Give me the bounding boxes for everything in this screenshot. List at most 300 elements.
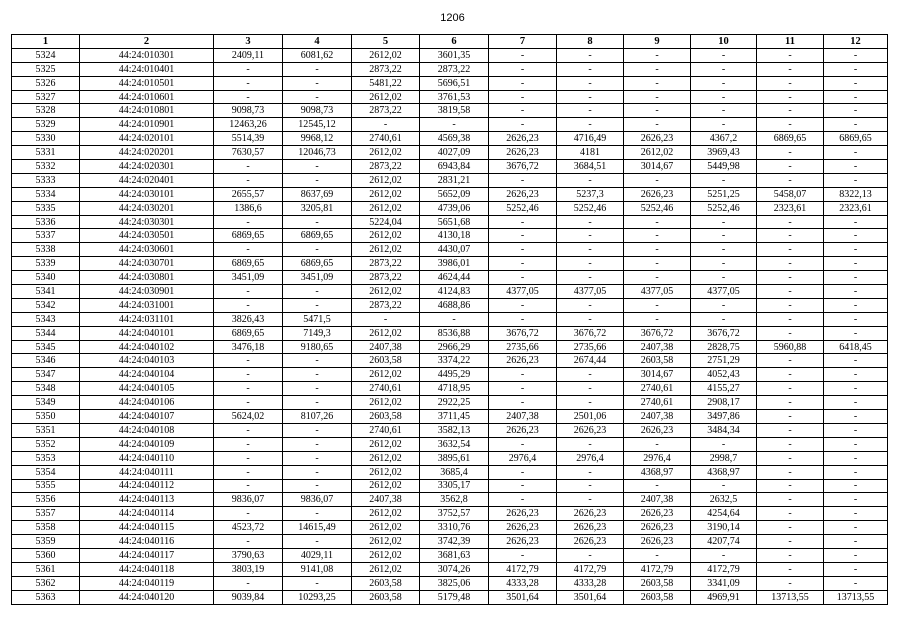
data-table	[11, 34, 888, 605]
table-cell-col-11: -	[757, 243, 824, 257]
table-cell-col-7: 4172,79	[489, 562, 557, 576]
table-cell-col-1: 5330	[12, 132, 80, 146]
table-cell-col-9: 2603,58	[624, 354, 691, 368]
table-cell-col-9: -	[624, 215, 691, 229]
table-row	[12, 576, 888, 590]
table-cell-col-5: 5224,04	[352, 215, 420, 229]
table-cell-col-4: -	[283, 437, 352, 451]
table-cell-col-6: 3761,53	[420, 90, 489, 104]
table-cell-col-2: 44:24:040107	[80, 410, 214, 424]
table-row	[12, 451, 888, 465]
table-cell-col-9: -	[624, 90, 691, 104]
table-cell-col-4: -	[283, 465, 352, 479]
table-cell-col-5: 2407,38	[352, 493, 420, 507]
table-cell-col-11: -	[757, 48, 824, 62]
page-number: 1206	[440, 12, 465, 24]
table-cell-col-4: -	[283, 90, 352, 104]
table-cell-col-12: -	[824, 90, 888, 104]
table-cell-col-11: -	[757, 62, 824, 76]
table-cell-col-12: -	[824, 271, 888, 285]
table-cell-col-3: 3826,43	[214, 312, 283, 326]
table-cell-col-2: 44:24:040114	[80, 507, 214, 521]
table-cell-col-2: 44:24:010801	[80, 104, 214, 118]
table-cell-col-10: -	[691, 76, 757, 90]
table-cell-col-5: 2612,02	[352, 146, 420, 160]
table-cell-col-5: -	[352, 312, 420, 326]
table-row	[12, 48, 888, 62]
table-cell-col-5: 2612,02	[352, 521, 420, 535]
table-cell-col-3: -	[214, 285, 283, 299]
table-cell-col-7: -	[489, 104, 557, 118]
table-cell-col-4: -	[283, 396, 352, 410]
table-cell-col-5: 2612,02	[352, 465, 420, 479]
table-row	[12, 493, 888, 507]
table-cell-col-4: -	[283, 451, 352, 465]
table-cell-col-7: 2626,23	[489, 535, 557, 549]
table-cell-col-12: -	[824, 326, 888, 340]
table-cell-col-12: 13713,55	[824, 590, 888, 604]
table-cell-col-5: 2612,02	[352, 451, 420, 465]
table-cell-col-12: -	[824, 451, 888, 465]
table-cell-col-1: 5362	[12, 576, 80, 590]
table-cell-col-11: -	[757, 354, 824, 368]
table-cell-col-3: -	[214, 576, 283, 590]
table-cell-col-8: 2976,4	[557, 451, 624, 465]
table-cell-col-3: 6869,65	[214, 229, 283, 243]
table-cell-col-9: 2976,4	[624, 451, 691, 465]
table-cell-col-12: -	[824, 548, 888, 562]
table-cell-col-7: -	[489, 382, 557, 396]
table-cell-col-3: -	[214, 423, 283, 437]
table-cell-col-7: -	[489, 48, 557, 62]
table-cell-col-2: 44:24:030701	[80, 257, 214, 271]
table-cell-col-3: -	[214, 76, 283, 90]
table-cell-col-3: 4523,72	[214, 521, 283, 535]
table-cell-col-12: -	[824, 298, 888, 312]
table-cell-col-5: 2612,02	[352, 548, 420, 562]
table-cell-col-12: -	[824, 243, 888, 257]
table-cell-col-10: 3497,86	[691, 410, 757, 424]
table-row	[12, 146, 888, 160]
table-cell-col-2: 44:24:040106	[80, 396, 214, 410]
table-cell-col-8: -	[557, 215, 624, 229]
table-cell-col-10: -	[691, 437, 757, 451]
table-cell-col-11: -	[757, 104, 824, 118]
table-row	[12, 132, 888, 146]
table-cell-col-8: 2626,23	[557, 535, 624, 549]
table-cell-col-9: 5252,46	[624, 201, 691, 215]
table-cell-col-1: 5344	[12, 326, 80, 340]
table-header	[12, 35, 888, 49]
table-row	[12, 229, 888, 243]
table-cell-col-11: -	[757, 160, 824, 174]
table-cell-col-11: -	[757, 271, 824, 285]
table-cell-col-10: 5449,98	[691, 160, 757, 174]
table-cell-col-8: -	[557, 173, 624, 187]
table-cell-col-10: -	[691, 62, 757, 76]
table-cell-col-5: 2603,58	[352, 576, 420, 590]
table-cell-col-11: -	[757, 368, 824, 382]
table-cell-col-8: 3501,64	[557, 590, 624, 604]
table-cell-col-7: 4377,05	[489, 285, 557, 299]
table-cell-col-12: -	[824, 396, 888, 410]
table-cell-col-5: 2603,58	[352, 590, 420, 604]
table-cell-col-6: 3310,76	[420, 521, 489, 535]
table-cell-col-5: 2612,02	[352, 90, 420, 104]
table-cell-col-3: -	[214, 298, 283, 312]
table-cell-col-12: -	[824, 423, 888, 437]
table-cell-col-4: 9180,65	[283, 340, 352, 354]
table-cell-col-6: 3819,58	[420, 104, 489, 118]
table-cell-col-7: -	[489, 243, 557, 257]
table-cell-col-6: 3742,39	[420, 535, 489, 549]
table-cell-col-6: 6943,84	[420, 160, 489, 174]
table-cell-col-10: -	[691, 48, 757, 62]
table-cell-col-8: -	[557, 48, 624, 62]
table-cell-col-7: -	[489, 215, 557, 229]
table-cell-col-2: 44:24:030901	[80, 285, 214, 299]
table-cell-col-9: 4368,97	[624, 465, 691, 479]
table-cell-col-2: 44:24:040109	[80, 437, 214, 451]
table-cell-col-12: -	[824, 160, 888, 174]
table-row	[12, 285, 888, 299]
table-cell-col-6: 3895,61	[420, 451, 489, 465]
table-cell-col-9: -	[624, 173, 691, 187]
table-cell-col-1: 5359	[12, 535, 80, 549]
table-cell-col-12: -	[824, 76, 888, 90]
table-cell-col-6: 3711,45	[420, 410, 489, 424]
table-cell-col-7: -	[489, 479, 557, 493]
table-cell-col-1: 5346	[12, 354, 80, 368]
table-cell-col-9: -	[624, 118, 691, 132]
table-cell-col-4: -	[283, 298, 352, 312]
table-cell-col-5: 2873,22	[352, 160, 420, 174]
table-cell-col-4: 6869,65	[283, 257, 352, 271]
table-cell-col-7: -	[489, 465, 557, 479]
table-row	[12, 187, 888, 201]
table-cell-col-6: 4124,83	[420, 285, 489, 299]
table-cell-col-12: -	[824, 382, 888, 396]
table-cell-col-2: 44:24:040119	[80, 576, 214, 590]
table-cell-col-9: -	[624, 271, 691, 285]
table-cell-col-7: -	[489, 229, 557, 243]
table-cell-col-2: 44:24:040115	[80, 521, 214, 535]
table-cell-col-10: -	[691, 271, 757, 285]
table-cell-col-4: -	[283, 215, 352, 229]
table-cell-col-5: 2407,38	[352, 340, 420, 354]
table-cell-col-1: 5334	[12, 187, 80, 201]
table-cell-col-7: -	[489, 257, 557, 271]
table-cell-col-4: 9098,73	[283, 104, 352, 118]
table-row	[12, 521, 888, 535]
table-cell-col-1: 5324	[12, 48, 80, 62]
table-cell-col-11: -	[757, 118, 824, 132]
table-cell-col-3: -	[214, 479, 283, 493]
table-cell-col-12: -	[824, 354, 888, 368]
table-cell-col-3: 3790,63	[214, 548, 283, 562]
table-cell-col-3: 3451,09	[214, 271, 283, 285]
table-cell-col-3: -	[214, 437, 283, 451]
table-cell-col-9: 2626,23	[624, 132, 691, 146]
table-cell-col-9: -	[624, 62, 691, 76]
table-cell-col-2: 44:24:040103	[80, 354, 214, 368]
table-cell-col-11: -	[757, 285, 824, 299]
table-cell-col-8: -	[557, 298, 624, 312]
table-cell-col-12: -	[824, 410, 888, 424]
table-cell-col-11: 5960,88	[757, 340, 824, 354]
table-cell-col-7: 3501,64	[489, 590, 557, 604]
table-cell-col-10: 5252,46	[691, 201, 757, 215]
table-cell-col-4: -	[283, 243, 352, 257]
table-cell-col-4: -	[283, 535, 352, 549]
table-cell-col-4: -	[283, 479, 352, 493]
table-cell-col-1: 5354	[12, 465, 80, 479]
table-cell-col-9: 3014,67	[624, 160, 691, 174]
table-cell-col-2: 44:24:040101	[80, 326, 214, 340]
table-cell-col-9: 2626,23	[624, 535, 691, 549]
table-cell-col-12: -	[824, 437, 888, 451]
table-cell-col-2: 44:24:040116	[80, 535, 214, 549]
column-header-6: 6	[420, 35, 489, 49]
table-cell-col-11: -	[757, 576, 824, 590]
table-cell-col-1: 5342	[12, 298, 80, 312]
table-cell-col-1: 5338	[12, 243, 80, 257]
table-cell-col-7: -	[489, 90, 557, 104]
header-row	[12, 35, 888, 49]
table-cell-col-10: 3341,09	[691, 576, 757, 590]
table-cell-col-8: 4377,05	[557, 285, 624, 299]
column-header-9: 9	[624, 35, 691, 49]
table-cell-col-8: -	[557, 437, 624, 451]
table-cell-col-5: 2740,61	[352, 423, 420, 437]
table-cell-col-8: 5252,46	[557, 201, 624, 215]
table-cell-col-3: -	[214, 465, 283, 479]
table-cell-col-4: 9141,08	[283, 562, 352, 576]
table-cell-col-2: 44:24:040108	[80, 423, 214, 437]
table-cell-col-9: -	[624, 298, 691, 312]
table-cell-col-11: -	[757, 451, 824, 465]
table-cell-col-12: -	[824, 562, 888, 576]
table-cell-col-10: 4969,91	[691, 590, 757, 604]
table-cell-col-8: -	[557, 312, 624, 326]
table-cell-col-1: 5356	[12, 493, 80, 507]
table-cell-col-7: -	[489, 437, 557, 451]
table-cell-col-10: 4367,2	[691, 132, 757, 146]
table-cell-col-2: 44:24:010501	[80, 76, 214, 90]
table-row	[12, 590, 888, 604]
table-cell-col-8: 4716,49	[557, 132, 624, 146]
table-cell-col-6: 2831,21	[420, 173, 489, 187]
table-cell-col-2: 44:24:030301	[80, 215, 214, 229]
table-cell-col-2: 44:24:040118	[80, 562, 214, 576]
table-cell-col-7: 3676,72	[489, 326, 557, 340]
table-cell-col-8: -	[557, 118, 624, 132]
table-cell-col-4: -	[283, 423, 352, 437]
table-cell-col-2: 44:24:040120	[80, 590, 214, 604]
table-cell-col-1: 5350	[12, 410, 80, 424]
table-cell-col-9: 4377,05	[624, 285, 691, 299]
table-cell-col-6: 4624,44	[420, 271, 489, 285]
table-cell-col-9: -	[624, 479, 691, 493]
table-cell-col-2: 44:24:030501	[80, 229, 214, 243]
table-cell-col-5: 2873,22	[352, 298, 420, 312]
table-cell-col-6: 3681,63	[420, 548, 489, 562]
table-cell-col-10: 5251,25	[691, 187, 757, 201]
table-cell-col-2: 44:24:040102	[80, 340, 214, 354]
table-cell-col-12: -	[824, 479, 888, 493]
table-cell-col-10: 2632,5	[691, 493, 757, 507]
table-cell-col-3: 2655,57	[214, 187, 283, 201]
table-cell-col-6: 3825,06	[420, 576, 489, 590]
table-cell-col-6: 4430,07	[420, 243, 489, 257]
table-cell-col-1: 5332	[12, 160, 80, 174]
table-cell-col-5: 2603,58	[352, 354, 420, 368]
table-cell-col-12: -	[824, 285, 888, 299]
table-cell-col-3: 9039,84	[214, 590, 283, 604]
table-cell-col-1: 5326	[12, 76, 80, 90]
table-cell-col-5: 5481,22	[352, 76, 420, 90]
table-cell-col-12: 6869,65	[824, 132, 888, 146]
table-cell-col-5: 2612,02	[352, 535, 420, 549]
column-header-7: 7	[489, 35, 557, 49]
table-cell-col-5: 2740,61	[352, 382, 420, 396]
table-cell-col-3: 2409,11	[214, 48, 283, 62]
table-cell-col-6: 3305,17	[420, 479, 489, 493]
table-cell-col-10: 4052,43	[691, 368, 757, 382]
table-cell-col-10: -	[691, 104, 757, 118]
table-cell-col-5: 2612,02	[352, 187, 420, 201]
table-cell-col-6: -	[420, 312, 489, 326]
table-cell-col-6: 4569,38	[420, 132, 489, 146]
table-cell-col-12: -	[824, 104, 888, 118]
table-cell-col-2: 44:24:040110	[80, 451, 214, 465]
table-cell-col-8: -	[557, 465, 624, 479]
table-cell-col-1: 5341	[12, 285, 80, 299]
table-cell-col-6: -	[420, 118, 489, 132]
table-cell-col-6: 5652,09	[420, 187, 489, 201]
table-cell-col-10: 4377,05	[691, 285, 757, 299]
table-cell-col-12: -	[824, 48, 888, 62]
table-cell-col-9: 2740,61	[624, 396, 691, 410]
table-cell-col-12: -	[824, 368, 888, 382]
table-cell-col-12: 8322,13	[824, 187, 888, 201]
table-cell-col-11: -	[757, 326, 824, 340]
table-cell-col-11: 2323,61	[757, 201, 824, 215]
table-row	[12, 118, 888, 132]
table-cell-col-12: -	[824, 493, 888, 507]
table-cell-col-10: -	[691, 90, 757, 104]
table-cell-col-12: -	[824, 146, 888, 160]
table-cell-col-8: -	[557, 479, 624, 493]
table-cell-col-11: -	[757, 410, 824, 424]
table-cell-col-5: 2612,02	[352, 368, 420, 382]
table-cell-col-9: -	[624, 257, 691, 271]
table-cell-col-8: 2501,06	[557, 410, 624, 424]
table-cell-col-4: 6869,65	[283, 229, 352, 243]
table-cell-col-9: 3014,67	[624, 368, 691, 382]
table-cell-col-11: -	[757, 76, 824, 90]
table-cell-col-6: 2966,29	[420, 340, 489, 354]
table-cell-col-3: -	[214, 354, 283, 368]
table-cell-col-9: -	[624, 437, 691, 451]
table-cell-col-5: 2612,02	[352, 201, 420, 215]
table-cell-col-6: 5179,48	[420, 590, 489, 604]
table-cell-col-7: -	[489, 368, 557, 382]
table-cell-col-5: 2612,02	[352, 173, 420, 187]
table-cell-col-8: 5237,3	[557, 187, 624, 201]
table-cell-col-7: 2626,23	[489, 423, 557, 437]
table-cell-col-3: -	[214, 173, 283, 187]
table-row	[12, 215, 888, 229]
table-cell-col-9: -	[624, 229, 691, 243]
table-cell-col-4: -	[283, 160, 352, 174]
table-row	[12, 535, 888, 549]
table-cell-col-3: 9836,07	[214, 493, 283, 507]
table-cell-col-6: 5651,68	[420, 215, 489, 229]
column-header-5: 5	[352, 35, 420, 49]
table-cell-col-6: 4739,06	[420, 201, 489, 215]
table-cell-col-4: 6081,62	[283, 48, 352, 62]
table-cell-col-2: 44:24:031001	[80, 298, 214, 312]
table-cell-col-5: 2603,58	[352, 410, 420, 424]
table-cell-col-8: -	[557, 243, 624, 257]
table-cell-col-1: 5352	[12, 437, 80, 451]
table-cell-col-11: -	[757, 146, 824, 160]
column-header-1: 1	[12, 35, 80, 49]
table-cell-col-5: 2612,02	[352, 243, 420, 257]
table-cell-col-11: -	[757, 562, 824, 576]
table-row	[12, 76, 888, 90]
table-cell-col-1: 5335	[12, 201, 80, 215]
table-cell-col-7: 4333,28	[489, 576, 557, 590]
table-cell-col-4: -	[283, 368, 352, 382]
table-cell-col-5: 2612,02	[352, 229, 420, 243]
table-cell-col-10: -	[691, 479, 757, 493]
table-cell-col-8: -	[557, 90, 624, 104]
table-cell-col-8: -	[557, 271, 624, 285]
table-cell-col-12: 6418,45	[824, 340, 888, 354]
table-cell-col-9: -	[624, 48, 691, 62]
table-cell-col-9: 3676,72	[624, 326, 691, 340]
table-cell-col-7: 2976,4	[489, 451, 557, 465]
table-cell-col-10: 3190,14	[691, 521, 757, 535]
table-cell-col-4: 5471,5	[283, 312, 352, 326]
table-cell-col-12: 2323,61	[824, 201, 888, 215]
table-row	[12, 340, 888, 354]
table-cell-col-2: 44:24:031101	[80, 312, 214, 326]
table-cell-col-3: -	[214, 535, 283, 549]
table-cell-col-8: 2735,66	[557, 340, 624, 354]
table-cell-col-2: 44:24:030201	[80, 201, 214, 215]
table-cell-col-7: 3676,72	[489, 160, 557, 174]
table-cell-col-11: -	[757, 90, 824, 104]
table-cell-col-7: 2735,66	[489, 340, 557, 354]
table-row	[12, 312, 888, 326]
column-header-2: 2	[80, 35, 214, 49]
table-row	[12, 410, 888, 424]
table-cell-col-11: 5458,07	[757, 187, 824, 201]
table-cell-col-1: 5351	[12, 423, 80, 437]
table-cell-col-6: 3562,8	[420, 493, 489, 507]
table-cell-col-7: 2626,23	[489, 132, 557, 146]
table-cell-col-4: 8637,69	[283, 187, 352, 201]
table-cell-col-5: 2612,02	[352, 396, 420, 410]
table-cell-col-5: 2873,22	[352, 62, 420, 76]
table-cell-col-4: -	[283, 507, 352, 521]
table-cell-col-3: 6869,65	[214, 257, 283, 271]
table-cell-col-4: 12545,12	[283, 118, 352, 132]
table-cell-col-9: 2603,58	[624, 590, 691, 604]
